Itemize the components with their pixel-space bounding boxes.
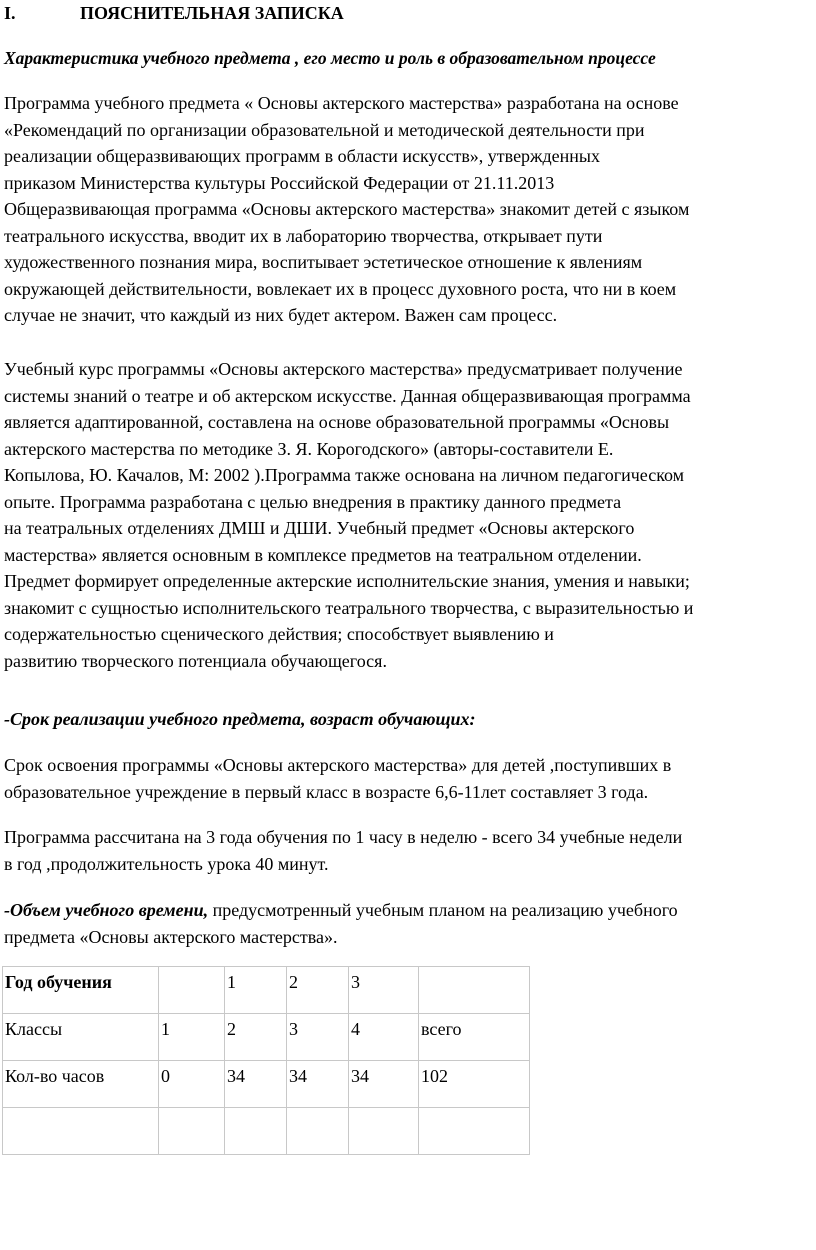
table-cell: 2 <box>287 967 349 1014</box>
text-line: знакомит с сущностью исполнительского театрального творчества, с выразительностью и <box>4 597 694 618</box>
text-line: в год ,продолжительность урока 40 минут. <box>4 853 329 874</box>
table-cell <box>159 1108 225 1155</box>
table-cell: Классы <box>3 1014 159 1061</box>
paragraph-course-description <box>4 356 812 674</box>
table-cell: 4 <box>349 1014 419 1061</box>
volume-rest: предусмотренный учебным планом на реализацию учебного <box>208 900 678 920</box>
text-line: окружающей действительности, вовлекает их в процесс духовного роста, что ни в коем <box>4 278 677 299</box>
paragraph-schedule <box>4 824 812 877</box>
text-line: «Рекомендаций по организации образовательной и методической деятельности при <box>4 119 645 140</box>
table-row <box>3 967 530 1014</box>
volume-lead: -Объем учебного времени, <box>4 900 209 920</box>
section-number: I. <box>4 3 16 23</box>
table-row <box>3 1108 530 1155</box>
paragraph-program-basis <box>4 90 812 329</box>
text-line: Программа рассчитана на 3 года обучения по 1 часу в неделю - всего 34 учебные недели <box>4 827 683 847</box>
text-line: системы знаний о театре и об актерском искусстве. Данная общеразвивающая программа <box>4 385 691 406</box>
text-line: Общеразвивающая программа «Основы актерского мастерства» знакомит детей с языком <box>4 199 690 219</box>
table-cell: 3 <box>349 967 419 1014</box>
table-cell: 3 <box>287 1014 349 1061</box>
section-title: ПОЯСНИТЕЛЬНАЯ ЗАПИСКА <box>80 3 344 23</box>
paragraph-term <box>4 752 812 805</box>
section-heading <box>4 2 344 24</box>
table-cell <box>419 1108 530 1155</box>
table-cell: 102 <box>419 1061 530 1108</box>
text-line: приказом Министерства культуры Российской Федерации от 21.11.2013 <box>4 172 555 193</box>
study-hours-table <box>2 966 530 1155</box>
text-line: актерского мастерства по методике З. Я. Корогодского» (авторы-составители Е. <box>4 438 614 459</box>
term-heading-text: -Срок реализации учебного предмета, возраст обучающих: <box>4 709 476 729</box>
text-line: Предмет формирует определенные актерские исполнительские знания, умения и навыки; <box>4 571 690 591</box>
text-line: мастерства» является основным в комплексе предметов на театральном отделении. <box>4 544 642 565</box>
table-cell <box>287 1108 349 1155</box>
table-row <box>3 1014 530 1061</box>
table-cell: 34 <box>287 1061 349 1108</box>
text-line: развитию творческого потенциала обучающегося. <box>4 650 387 671</box>
text-line: содержательностью сценического действия; способствует выявлению и <box>4 624 554 644</box>
table-cell: всего <box>419 1014 530 1061</box>
table-cell: Год обучения <box>3 967 159 1014</box>
text-line: является адаптированной, составлена на основе образовательной программы «Основы <box>4 412 670 432</box>
text-line <box>4 897 812 924</box>
paragraph-volume <box>4 897 812 950</box>
table-cell: 1 <box>225 967 287 1014</box>
table-cell <box>3 1108 159 1155</box>
text-line: на театральных отделениях ДМШ и ДШИ. Учебный предмет «Основы актерского <box>4 518 635 538</box>
table-cell: 34 <box>349 1061 419 1108</box>
text-line: образовательное учреждение в первый класс в возрасте 6,6-11лет составляет 3 года. <box>4 781 649 802</box>
table-cell: 34 <box>225 1061 287 1108</box>
text-line: художественного познания мира, воспитывает эстетическое отношение к явлениям <box>4 252 643 272</box>
table-cell <box>225 1108 287 1155</box>
text-line: Срок освоения программы «Основы актерского мастерства» для детей ,поступивших в <box>4 755 672 775</box>
table-row <box>3 1061 530 1108</box>
table-cell: 2 <box>225 1014 287 1061</box>
text-line: опыте. Программа разработана с целью внедрения в практику данного предмета <box>4 491 622 512</box>
table-cell: 0 <box>159 1061 225 1108</box>
text-line: реализации общеразвивающих программ в области искусств», утвержденных <box>4 146 601 166</box>
text-line: Копылова, Ю. Качалов, М: 2002 ).Программа также основана на личном педагогическом <box>4 465 685 485</box>
term-heading <box>4 706 812 733</box>
table-cell: 1 <box>159 1014 225 1061</box>
table-cell: Кол-во часов <box>3 1061 159 1108</box>
text-line: Учебный курс программы «Основы актерского мастерства» предусматривает получение <box>4 359 683 379</box>
table-cell <box>419 967 530 1014</box>
text-line: театрального искусства, вводит их в лабораторию творчества, открывает пути <box>4 225 603 246</box>
text-line: предмета «Основы актерского мастерства». <box>4 926 338 947</box>
table-cell <box>349 1108 419 1155</box>
text-line: Программа учебного предмета « Основы актерского мастерства» разработана на основе <box>4 93 679 113</box>
subject-characteristics-heading: Характеристика учебного предмета , его место и роль в образовательном процессе <box>4 48 656 68</box>
text-line: случае не значит, что каждый из них будет актером. Важен сам процесс. <box>4 305 558 325</box>
table-cell <box>159 967 225 1014</box>
